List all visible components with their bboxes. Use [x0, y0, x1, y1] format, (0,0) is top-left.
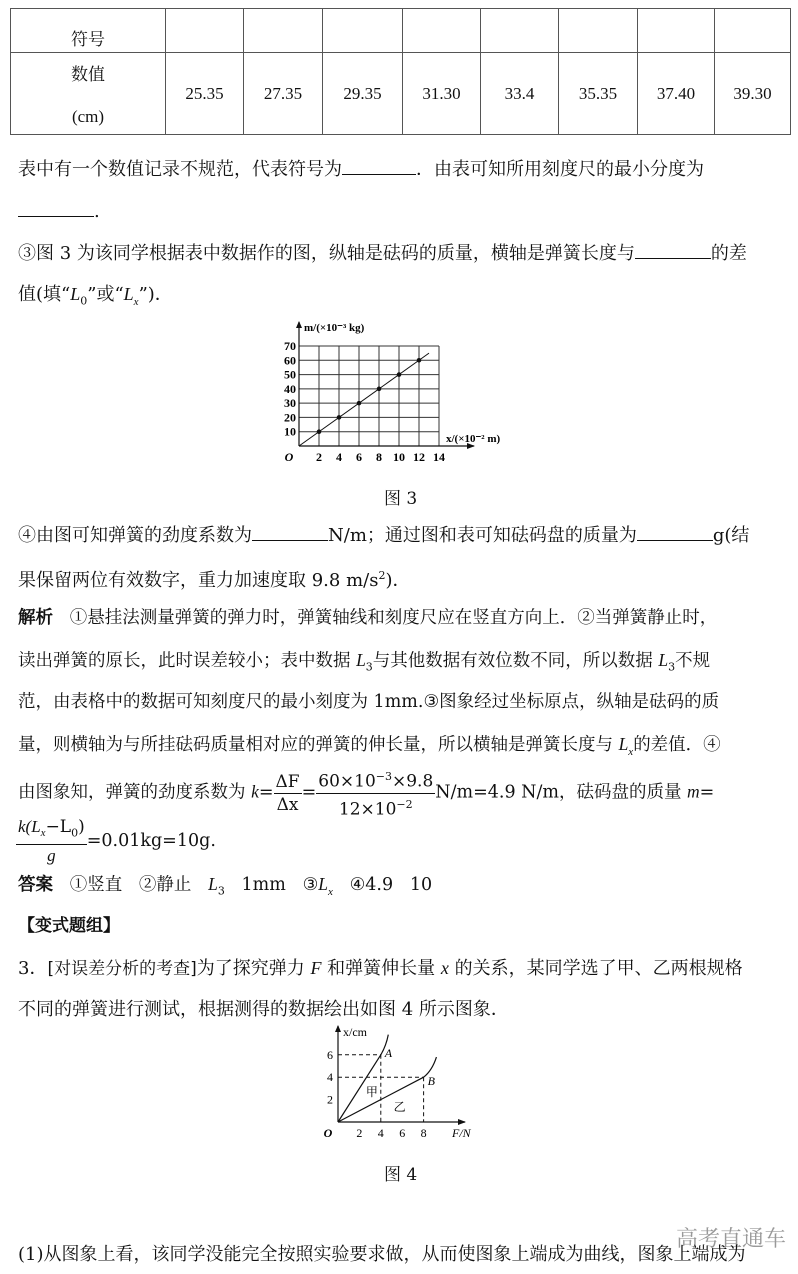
- var-L: L: [123, 284, 134, 304]
- sub-x: x: [628, 745, 634, 758]
- x-axis-arrow-icon: [458, 1119, 466, 1125]
- q-3-line2: [18, 998, 509, 1022]
- y-tick-label: 60: [284, 353, 296, 368]
- analysis-text: 读出弹簧的原长，此时误差较小；表中数据: [18, 651, 357, 671]
- figure-3-caption: 图 3: [384, 489, 418, 509]
- numerator: [316, 766, 435, 794]
- q2-end: .: [94, 201, 100, 222]
- q3-text-b: 的差: [710, 243, 747, 264]
- analysis-text: 范，由表格中的数据可知刻度尺的最小刻度为 1mm.③图象经过坐标原点，纵轴是砝码的质: [18, 692, 720, 712]
- var-L: L: [356, 650, 366, 670]
- x-axis-label: x/(×10⁻² m): [446, 433, 501, 445]
- analysis-line6: [16, 816, 216, 867]
- origin-label: O: [323, 1126, 333, 1140]
- symbol-cell: [323, 9, 403, 53]
- sub-x: x: [328, 885, 333, 898]
- answer-1: ①竖直: [69, 875, 123, 895]
- q3-text: 值(填“: [18, 284, 71, 305]
- answer-3: ③: [302, 875, 319, 895]
- figure-4-caption: 图 4: [384, 1165, 418, 1185]
- analysis-text: 由图象知，弹簧的劲度系数为: [18, 782, 252, 803]
- label-yi: 乙: [393, 1099, 406, 1114]
- data-point: [317, 429, 322, 434]
- q3-line1: [18, 240, 747, 266]
- value-cell: 35.35: [559, 53, 638, 135]
- x-tick-label: 12: [413, 450, 425, 464]
- equals: =: [699, 782, 715, 803]
- denominator: [16, 845, 87, 867]
- x-tick-label: 2: [316, 450, 322, 464]
- sub-3: 3: [217, 884, 225, 898]
- symbol-cell: [166, 9, 244, 53]
- row-label-value: [11, 53, 166, 135]
- q3-text: ”或“: [87, 284, 124, 305]
- value-cell: 25.35: [166, 53, 244, 135]
- figure-4-chart: [300, 1022, 500, 1147]
- q-3-text: 不同的弹簧进行测试，根据测得的数据绘出如图 4 所示图象．: [18, 999, 509, 1020]
- answer-blank: [18, 198, 94, 217]
- series-yi-line: [338, 1057, 436, 1122]
- analysis-text: 与其他数据有效位数不同，所以数据: [372, 651, 659, 671]
- data-point: [417, 358, 422, 363]
- denominator: [316, 794, 435, 821]
- fraction-dF-dx: [274, 771, 302, 816]
- var-F: F: [310, 958, 322, 978]
- x-tick-label: 6: [399, 1126, 406, 1140]
- den-a: 12×10: [338, 799, 397, 820]
- y-tick-label: 70: [284, 339, 296, 353]
- exp: −3: [375, 770, 392, 783]
- q4-text: N/m；通过图和表可知砝码盘的质量为: [328, 525, 637, 546]
- q4-text: g(结: [712, 525, 750, 546]
- sub-0: 0: [80, 294, 88, 308]
- num-a: 60×10: [318, 771, 376, 792]
- symbol-cell: [715, 9, 791, 53]
- value-label: 数值: [71, 64, 105, 84]
- fraction-values: [316, 766, 435, 820]
- value-cell: 33.4: [481, 53, 559, 135]
- symbol-cell: [481, 9, 559, 53]
- question-tag: [对误差分析的考查]: [47, 959, 197, 979]
- watermark: 高考直通车: [675, 1227, 786, 1252]
- numerator: ΔF: [275, 771, 300, 792]
- y-tick-label: 40: [284, 381, 296, 396]
- y-tick-label: 20: [284, 410, 296, 425]
- q3-line2: [18, 282, 173, 314]
- q3-text: ”)．: [138, 284, 173, 305]
- var-m: m: [687, 781, 700, 802]
- data-point: [357, 401, 362, 406]
- y-tick-label: 30: [284, 396, 296, 411]
- origin-label: O: [284, 450, 294, 464]
- x-tick-label: 8: [420, 1126, 427, 1140]
- y-axis-label: x/cm: [343, 1025, 367, 1039]
- denominator: Δx: [276, 794, 299, 815]
- answer-blank: [252, 522, 328, 541]
- x-tick-label: 10: [393, 450, 405, 464]
- data-point: [337, 415, 342, 420]
- equals: =: [301, 782, 317, 803]
- point-label-A: A: [384, 1045, 393, 1060]
- q2-text-a: 表中有一个数值记录不规范，代表符号为: [18, 159, 342, 180]
- y-tick-label: 6: [327, 1047, 333, 1062]
- var-L: L: [618, 734, 629, 754]
- analysis-line5: [18, 766, 714, 820]
- value-cell: 31.30: [403, 53, 481, 135]
- y-tick-label: 50: [284, 367, 296, 382]
- var-L: L: [70, 284, 81, 304]
- analysis-text: ①悬挂法测量弹簧的弹力时，弹簧轴线和刻度尺应在竖直方向上．②当弹簧静止时，: [69, 608, 718, 628]
- q3-text-a: ③图 3 为该同学根据表中数据作的图，纵轴是砝码的质量，横轴是弹簧长度与: [18, 243, 635, 264]
- x-tick-label: 6: [356, 450, 362, 464]
- answer-10: 10: [409, 875, 433, 895]
- q4-line1: [18, 522, 749, 548]
- q-3-line1: [18, 956, 743, 981]
- y-axis-arrow-icon: [296, 321, 302, 328]
- analysis-label: 解析: [18, 608, 53, 628]
- row-label-symbol: 符号: [11, 9, 166, 53]
- x-axis-label: F/N: [452, 1126, 471, 1140]
- y-axis-arrow-icon: [335, 1025, 341, 1032]
- label-jia: 甲: [365, 1085, 378, 1100]
- answer-2: ②静止: [138, 875, 192, 895]
- q4-text: ④由图可知弹簧的劲度系数为: [18, 525, 252, 546]
- num-b: ×9.8: [392, 771, 434, 792]
- answer-blank: [342, 156, 416, 175]
- y-tick-label: 10: [284, 424, 296, 439]
- question-number: 3．: [18, 958, 48, 979]
- y-axis-label: m/(×10⁻³ kg): [304, 322, 365, 334]
- data-point: [377, 387, 382, 392]
- unit-label: (cm): [71, 106, 105, 126]
- point-label-B: B: [427, 1074, 435, 1089]
- q-3-text: 和弹簧伸长量: [321, 958, 441, 979]
- symbol-cell: [559, 9, 638, 53]
- x-tick-label: 8: [376, 450, 382, 464]
- num-a: k(L: [18, 817, 41, 836]
- var-k: k: [251, 781, 259, 802]
- q-3-text: 的关系，某同学选了甲、乙两根规格: [448, 958, 743, 979]
- analysis-text: =0.01kg=10g.: [86, 831, 216, 852]
- value-cell: 39.30: [715, 53, 791, 135]
- q2-text-b: ．由表可知所用刻度尺的最小分度为: [416, 159, 704, 180]
- symbol-cell: [403, 9, 481, 53]
- x-tick-label: 14: [433, 450, 445, 464]
- data-point: [397, 372, 402, 377]
- analysis-line2: [18, 648, 710, 680]
- superscript: 2: [378, 569, 386, 582]
- data-table: [10, 8, 791, 135]
- q4-text: 果保留两位有效数字，重力加速度取 9.8 m/s: [18, 570, 379, 591]
- q-3-text: 为了探究弹力: [196, 958, 311, 979]
- sub-0: 0: [71, 826, 79, 840]
- value-cell: 37.40: [638, 53, 715, 135]
- answer-blank: [635, 240, 711, 259]
- sub-x: x: [40, 827, 46, 840]
- y-tick-label: 4: [327, 1070, 333, 1085]
- var-x: x: [440, 958, 449, 978]
- analysis-text: 的差值．④: [633, 735, 721, 755]
- exp: −2: [396, 797, 413, 811]
- analysis-line1: [18, 606, 717, 630]
- x-tick-label: 2: [356, 1126, 363, 1140]
- var-g: g: [47, 846, 56, 866]
- q2-line1: [18, 156, 704, 182]
- answer-4: ④4.9: [349, 875, 394, 895]
- q2-line2: [18, 198, 100, 224]
- equals: =: [258, 782, 274, 803]
- symbol-cell: [244, 9, 323, 53]
- fraction-mass: [16, 816, 87, 867]
- var-L: L: [208, 874, 218, 894]
- num-b: −L: [45, 817, 72, 837]
- value-cell: 27.35: [244, 53, 323, 135]
- var-L: L: [318, 874, 329, 894]
- sub-3: 3: [365, 660, 373, 674]
- analysis-text: 不规: [675, 651, 711, 671]
- q-3-1-line: (1)从图象上看，该同学没能完全按照实验要求做，从而使图象上端成为曲线，图象上端成为: [18, 1244, 746, 1265]
- sub-3: 3: [668, 660, 676, 674]
- analysis-text: N/m=4.9 N/m，砝码盘的质量: [435, 782, 688, 803]
- answer-label: 答案: [18, 875, 53, 895]
- q4-line2: [18, 564, 410, 593]
- answer-blank: [637, 522, 713, 541]
- analysis-line4: [18, 732, 721, 764]
- var-L: L: [658, 650, 669, 670]
- x-tick-label: 4: [377, 1126, 384, 1140]
- analysis-text: 量，则横轴为与所挂砝码质量相对应的弹簧的伸长量，所以横轴是弹簧长度与: [18, 735, 619, 755]
- numerator: [16, 816, 87, 845]
- analysis-line3: [18, 690, 719, 714]
- value-cell: 29.35: [323, 53, 403, 135]
- num-c: ): [78, 817, 85, 837]
- q4-text: )．: [385, 570, 411, 591]
- figure-3-chart: [270, 318, 540, 470]
- answer-1mm: 1mm: [241, 875, 286, 895]
- y-tick-label: 2: [327, 1092, 333, 1107]
- sub-x: x: [133, 295, 139, 308]
- symbol-cell: [638, 9, 715, 53]
- variant-heading: 【变式题组】: [18, 916, 120, 936]
- x-tick-label: 4: [336, 450, 342, 464]
- answer-line: [18, 872, 432, 904]
